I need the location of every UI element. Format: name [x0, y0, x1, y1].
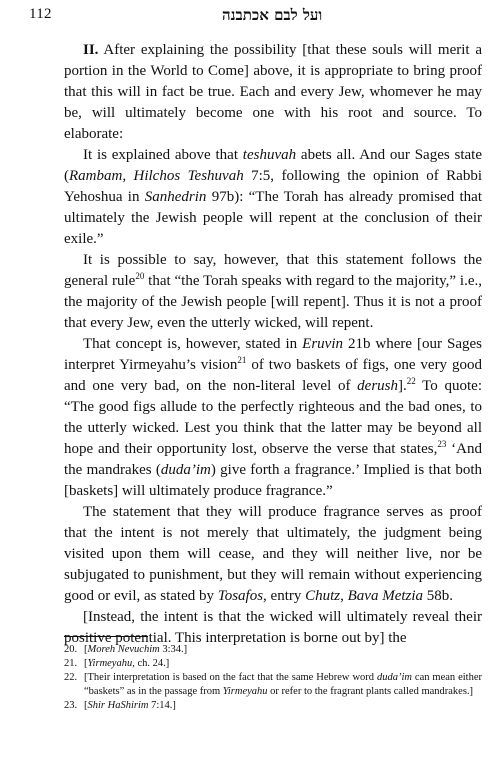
citation-bava-metzia: Chutz, Bava Metzia [305, 588, 424, 604]
footnote-title: Moreh Nevuchim [87, 644, 160, 655]
text-run: that “the Torah speaks with regard to the majority,” i.e., the majority of the Jewish people [will repent]. Thus it is not a proof that every Jew, even the utterly wicked, will repent. [64, 273, 482, 331]
main-text [64, 40, 482, 649]
text-run: 7:5, following the opinion of Rabbi Yehoshua in [64, 168, 483, 205]
text-run: After explaining the possibility [that these souls will merit a portion in the World to Come] above, it is appropriate to bring proof that this will in fact be true. Each and every Jew, whomever he may be, will ultimately become one with his root and source. To elaborate: [64, 42, 482, 142]
footnote-rest: 7:14.] [148, 700, 176, 711]
text-run: The statement that they will produce fragrance serves as proof that the intent is not merely that ultimately, the judgment being visited upon them will cease, and they will neither live, nor be subjugated to punishment, but they will remain without experiencing good or evil, as stated by [64, 504, 482, 604]
footnote-22 [64, 671, 482, 699]
paragraph-3 [64, 250, 482, 334]
footnote-rest: 3:34.] [159, 644, 188, 655]
footnote-ref-21[interactable]: 21 [237, 355, 247, 365]
running-head: ועל לבם אכתבנה [222, 6, 323, 24]
citation-rambam: Rambam, Hilchos Teshuvah [69, 168, 244, 184]
footnotes [64, 643, 482, 713]
citation-tosafos: Tosafos [217, 588, 264, 604]
footnote-23 [64, 699, 482, 713]
footnote-ref-20[interactable]: 20 [135, 271, 145, 281]
footnote-number: 22. [64, 672, 78, 683]
footnote-run: or refer to the fragrant plants called mandrakes.] [267, 686, 474, 697]
paragraph-1 [64, 40, 482, 145]
page-number: 112 [29, 6, 52, 22]
footnote-title: Yirmeyahu [222, 686, 268, 697]
paragraph-2 [64, 145, 482, 250]
footnote-number: 21. [64, 658, 78, 669]
section-marker: II. [83, 42, 99, 58]
text-run: ) give forth a fragrance.’ Implied is that both [baskets] will ultimately produce fragrance.” [64, 462, 482, 499]
paragraph-4 [64, 334, 482, 502]
footnote-title: Shir HaShirim [87, 700, 149, 711]
bracket: [ [84, 658, 88, 669]
text-run: , entry [263, 588, 306, 604]
term-teshuvah: teshuvah [242, 147, 297, 163]
term-dudaim: duda’im [376, 672, 412, 683]
footnote-rest: , ch. 24.] [132, 658, 170, 669]
footnote-number: 20. [64, 644, 78, 655]
footnote-20 [64, 643, 482, 657]
footnote-21 [64, 657, 482, 671]
text-run: 58b. [423, 588, 454, 604]
text-run: 97b): “The Torah has already promised that ultimately the Jewish people will repent at the conclusion of their exile.” [64, 189, 482, 247]
term-dudaim: duda’im [160, 462, 211, 478]
footnote-text [84, 643, 482, 657]
paragraph-5 [64, 502, 482, 607]
text-run: [Instead, the intent is that the wicked will ultimately reveal their positive potential. This interpretation is borne out by] the [64, 609, 482, 646]
footnote-text [84, 657, 482, 671]
footnote-run: [Their interpretation is based on the fact that the same Hebrew word [84, 672, 377, 683]
text-run: It is explained above that [83, 147, 243, 163]
term-derush: derush [357, 378, 398, 394]
text-run: of two baskets of figs, one very good and one very bad, on the non-literal level of [64, 357, 482, 394]
citation-eruvin: Eruvin [302, 336, 343, 352]
footnote-text [84, 671, 482, 699]
text-run: It is possible to say, however, that this statement follows the general rule [64, 252, 482, 289]
text-run: ‘And the mandrakes ( [64, 441, 482, 478]
text-run: To quote: “The good figs allude to the perfectly righteous and the bad ones, to the utterly wicked. Lest you think that the latter may be beyond all hope and their opportunity lost, observe the verse that states, [64, 378, 482, 457]
bracket: [ [84, 644, 88, 655]
footnote-title: Yirmeyahu [87, 658, 133, 669]
text-run: ]. [398, 378, 407, 394]
footnote-ref-22[interactable]: 22 [406, 376, 416, 386]
footnote-text [84, 699, 482, 713]
text-run: 21b where [our Sages interpret Yirmeyahu’s vision [64, 336, 482, 373]
text-run: That concept is, however, stated in [83, 336, 303, 352]
footnote-ref-23[interactable]: 23 [437, 439, 447, 449]
footnote-divider [64, 636, 148, 637]
footnote-run: can mean either “baskets” as in the passage from [84, 672, 482, 697]
citation-sanhedrin: Sanhedrin [144, 189, 207, 205]
footnote-number: 23. [64, 700, 78, 711]
bracket: [ [84, 700, 88, 711]
text-run: abets all. And our Sages state ( [64, 147, 482, 184]
